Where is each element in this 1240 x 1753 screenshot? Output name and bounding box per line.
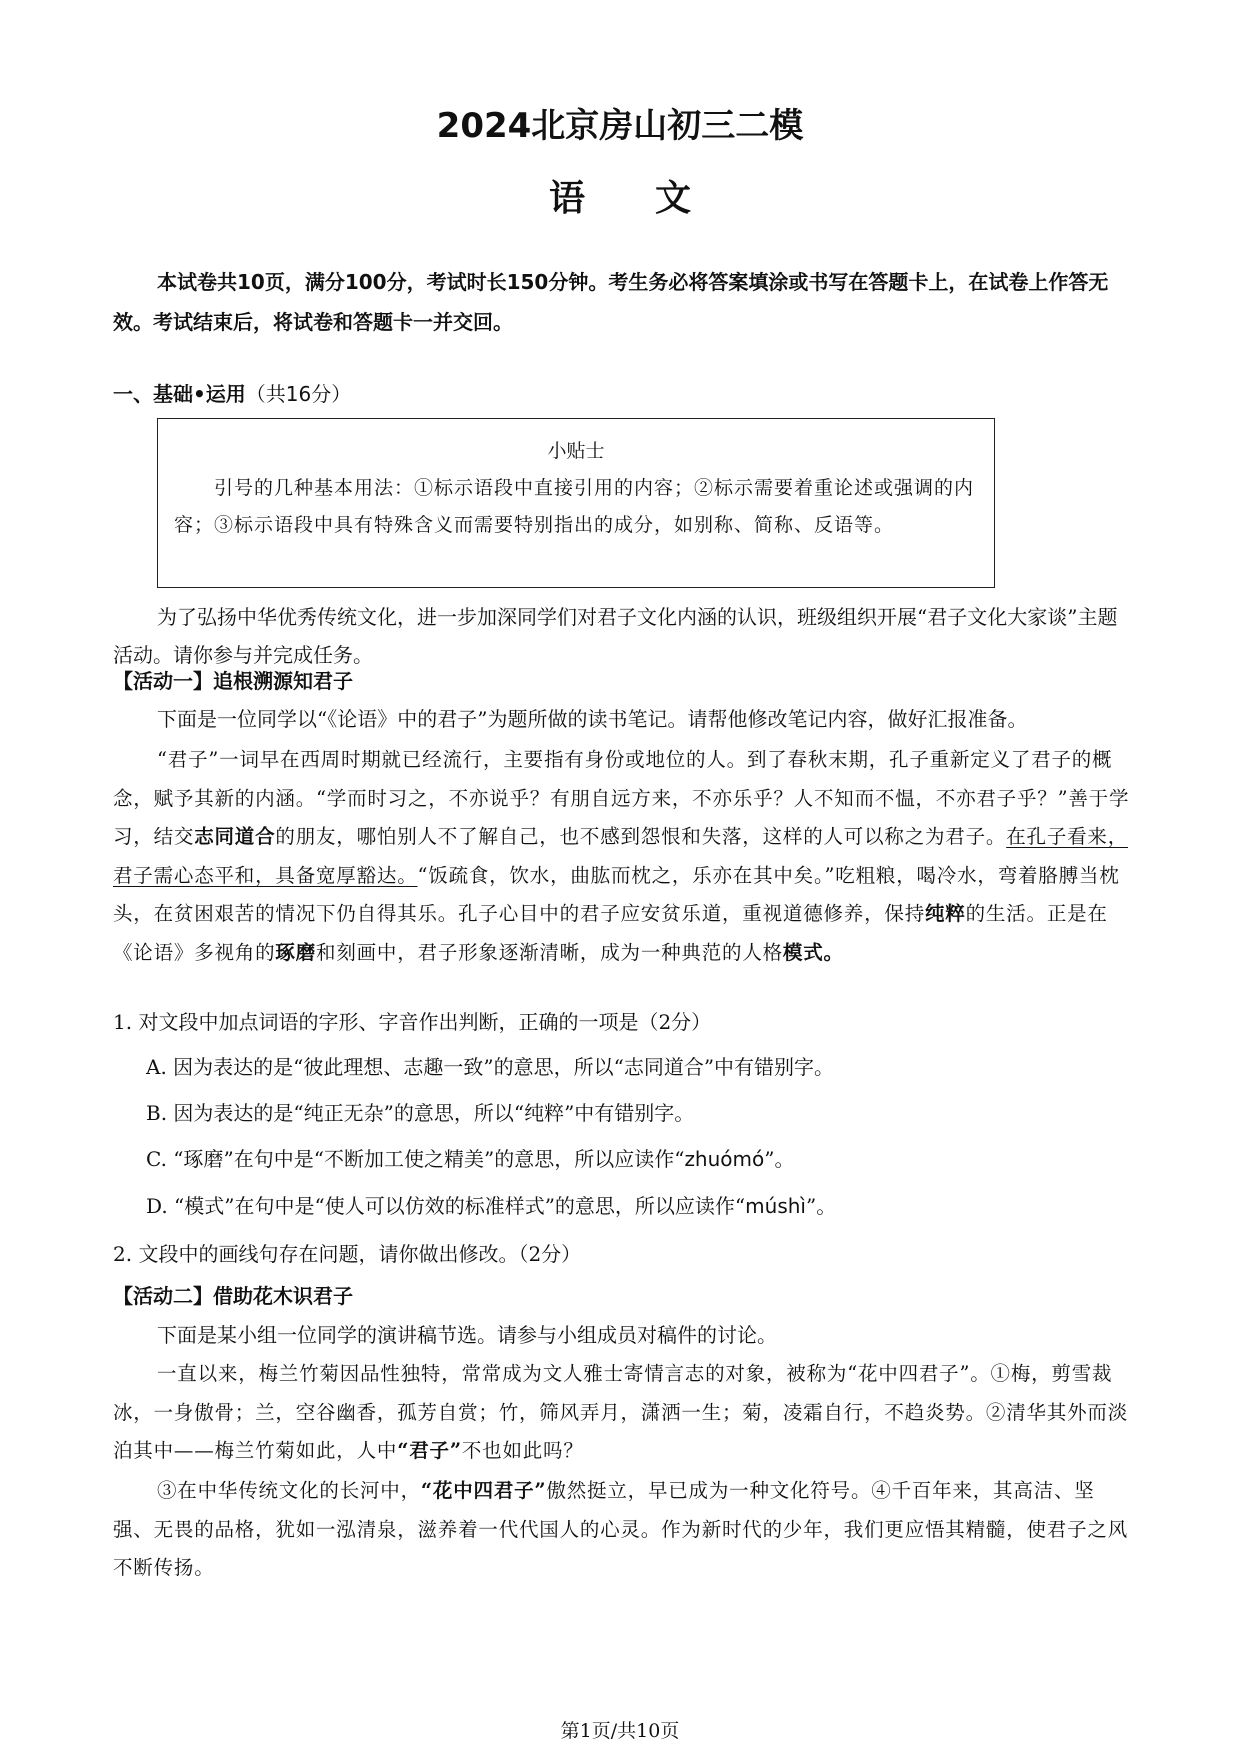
option-c [146,1143,794,1172]
activity1-title: 【活动一】追根溯源知君子 [113,669,353,693]
dotted-word-moshi: 模式 [782,940,824,964]
activity-context: 为了弘扬中华优秀传统文化，进一步加深同学们对君子文化内涵的认识，班级组织开展“君子文化大家谈”主题活动。请你参与并完成任务。 [113,605,1118,667]
note-seg6: 。 [823,940,844,964]
tip-title: 小贴士 [547,440,605,462]
note-seg3: “饭疏食，饮水，曲肱而枕之，乐亦在其中矣。”吃粗粮，喝冷水，弯着胳膊当枕头，在贫困艰苦的情况下仍自得其乐。孔子心目中的君子应安贫乐道，重视道德修养，保持 [113,863,1120,925]
speech-p1-end: 不也如此吗？ [461,1439,584,1462]
subject-title: 语文 [548,178,761,219]
tip-box [157,418,995,588]
reading-note [113,741,1133,972]
exam-title: 2024北京房山初三二模 [436,106,804,146]
speech-p1-text: 一直以来，梅兰竹菊因品性独特，常常成为文人雅士寄情言志的对象，被称为“花中四君子”。①梅，剪雪裁冰，一身傲骨；兰，空谷幽香，孤芳自赏；竹，筛风弄月，潇洒一生；菊，凌霜自行，不趋炎势。②清华其外而淡泊其中——梅兰竹菊如此，人中 [113,1362,1129,1462]
section-score: （共16分） [245,382,352,406]
note-seg1: “君子”一词早在西周时期就已经流行，主要指有身份或地位的人。到了春秋末期，孔子重新定义了君子的概念，赋予其新的内涵。“学而时习之，不亦说乎？有朋自远方来，不亦乐乎？人不知而不愠，不亦君子乎？”善于学习，结交 [113,748,1130,848]
exam-instructions: 本试卷共10页，满分100分，考试时长150分钟。考生务必将答案填涂或书写在答题卡上，在试卷上作答无效。考试结束后，将试卷和答题卡一并交回。 [113,270,1109,334]
note-seg5: 和刻画中，君子形象逐渐清晰，成为一种典范的人格 [316,940,783,964]
page-number: 第1页/共10页 [560,1720,680,1742]
option-c-text: C. “琢磨”在句中是“不断加工使之精美”的意思，所以应读作“ [146,1147,685,1171]
option-a: A. 因为表达的是“彼此理想、志趣一致”的意思，所以“志同道合”中有错别字。 [146,1055,835,1079]
speech-p2-text: ③在中华传统文化的长河中， [157,1479,421,1502]
tip-body: 引号的几种基本用法：①标示语段中直接引用的内容；②标示需要着重论述或强调的内容；③标示语段中具有特殊含义而需要特别指出的成分，如别称、简称、反语等。 [174,477,975,536]
dotted-word-chuncui: 纯粹 [925,902,966,925]
dotted-word-zhuomo: 琢磨 [275,940,317,964]
note-seg4: 的生活。正是在《论语》多视角的 [113,902,1108,964]
option-d [146,1190,836,1219]
speech-paragraph-2 [113,1472,1133,1588]
dotted-word-zhitongdaohe: 志同道合 [194,825,276,848]
activity2-lead: 下面是某小组一位同学的演讲稿节选。请参与小组成员对稿件的讨论。 [157,1323,777,1347]
option-b: B. 因为表达的是“纯正无杂”的意思，所以“纯粹”中有错别字。 [146,1101,695,1125]
speech-p1-bold: “君子” [397,1439,462,1462]
option-d-end: ”。 [805,1194,837,1218]
underlined-sentence: 在孔子看来，君子需心态平和，具备宽厚豁达。 [113,825,1129,887]
section-title: 一、基础•运用 [113,382,246,406]
option-d-text: D. “模式”在句中是“使人可以仿效的标准样式”的意思，所以应读作“ [146,1194,746,1218]
question-2: 2. 文段中的画线句存在问题，请你做出修改。（2分） [113,1242,582,1266]
speech-paragraph-1 [113,1355,1133,1471]
section-heading [113,378,351,407]
question-1: 1. 对文段中加点词语的字形、字音作出判断，正确的一项是（2分） [113,1010,712,1034]
speech-p2-end: 傲然挺立，早已成为一种文化符号。④千百年来，其高洁、坚强、无畏的品格，犹如一泓清泉，滋养着一代代国人的心灵。作为新时代的少年，我们更应悟其精髓，使君子之风不断传扬。 [113,1479,1129,1579]
option-c-end: ”。 [764,1147,795,1171]
activity2-title: 【活动二】借助花木识君子 [113,1284,353,1308]
option-c-pinyin: zhuómó [684,1147,765,1171]
option-d-pinyin: múshì [745,1194,806,1218]
speech-p2-bold: “花中四君子” [420,1479,547,1502]
note-seg2: 的朋友，哪怕别人不了解自己，也不感到怨恨和失落，这样的人可以称之为君子。 [275,825,1007,848]
activity1-lead: 下面是一位同学以“《论语》中的君子”为题所做的读书笔记。请帮他修改笔记内容，做好汇报准备。 [157,707,1028,731]
